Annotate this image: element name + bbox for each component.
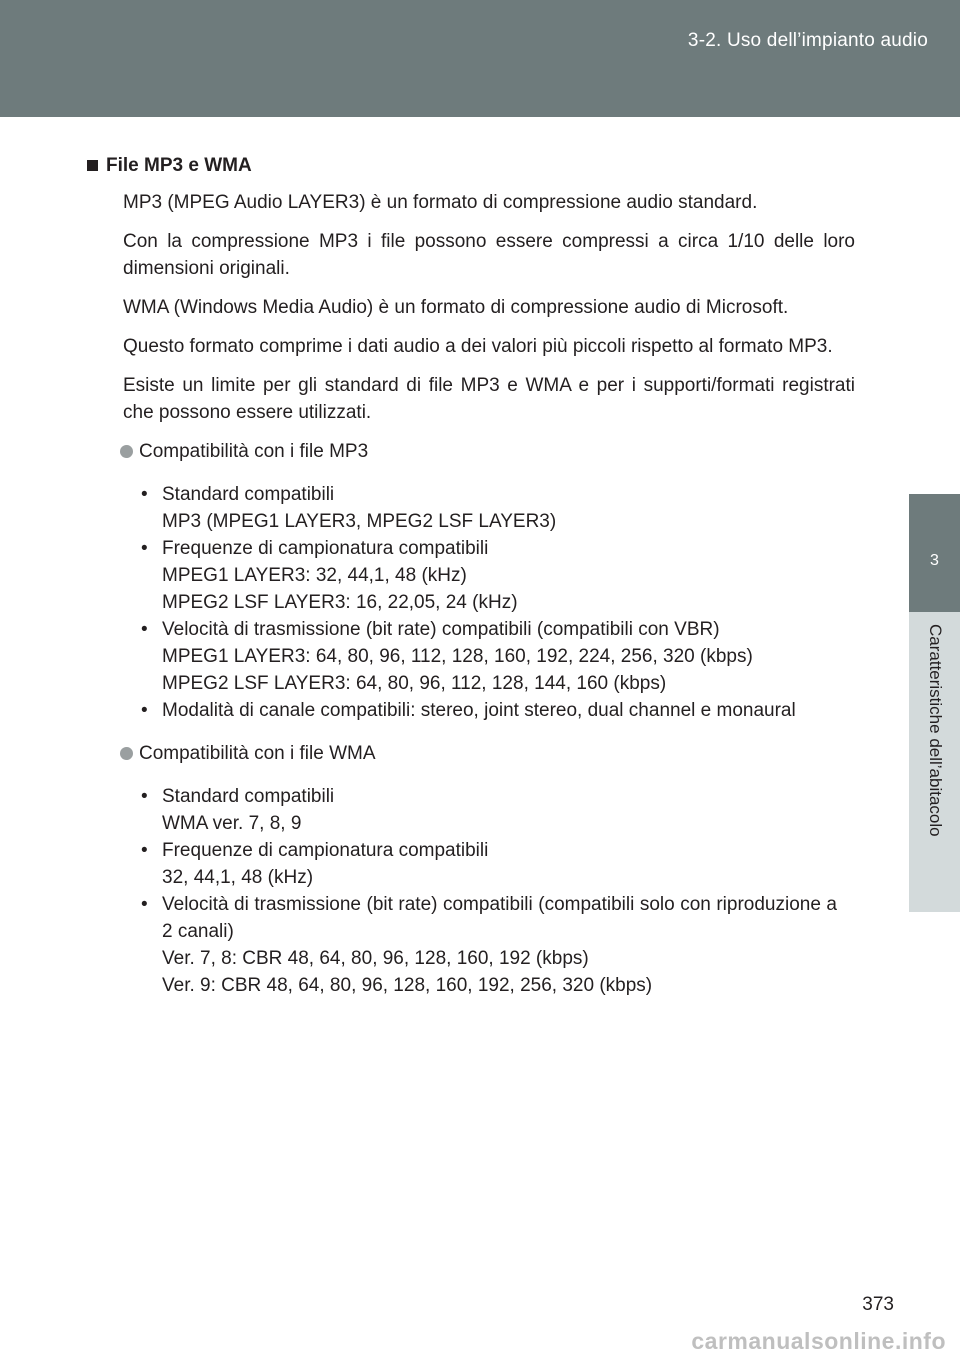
- square-bullet-icon: [87, 160, 98, 171]
- spec-value: Ver. 7, 8: CBR 48, 64, 80, 96, 128, 160, 192 (kbps): [162, 948, 589, 969]
- spec-value: MPEG2 LSF LAYER3: 64, 80, 96, 112, 128, 144, 160 (kbps): [162, 673, 667, 694]
- list-item: [141, 783, 837, 837]
- section-heading: [87, 152, 855, 179]
- spec-title: • Frequenze di campionatura compatibili: [162, 538, 489, 559]
- spec-value: MPEG1 LAYER3: 64, 80, 96, 112, 128, 160, 192, 224, 256, 320 (kbps): [162, 646, 753, 667]
- spec-title: • Velocità di trasmissione (bit rate) compatibili (compatibili solo con riproduzione a 2 canali): [162, 894, 837, 942]
- round-bullet-icon: [120, 445, 133, 458]
- mp3-subheading-text: Compatibilità con i file MP3: [139, 441, 369, 462]
- wma-subheading: [123, 740, 855, 767]
- list-item: [141, 481, 837, 535]
- list-item: [141, 891, 837, 999]
- round-bullet-icon: [120, 747, 133, 760]
- chapter-tab: [909, 494, 960, 612]
- spec-title: • Modalità di canale compatibili: stereo, joint stereo, dual channel e monaural: [162, 700, 796, 721]
- chapter-number: 3: [930, 552, 939, 569]
- list-item: [141, 535, 837, 616]
- paragraph: Esiste un limite per gli standard di file MP3 e WMA e per i supporti/formati registrati che possono essere utilizzati.: [123, 375, 855, 423]
- paragraph: Questo formato comprime i dati audio a dei valori più piccoli rispetto al formato MP3.: [123, 336, 833, 357]
- spec-value: WMA ver. 7, 8, 9: [162, 813, 302, 834]
- spec-value: MPEG1 LAYER3: 32, 44,1, 48 (kHz): [162, 565, 467, 586]
- section-heading-text: File MP3 e WMA: [106, 155, 252, 176]
- wma-spec-list: [141, 783, 837, 999]
- spec-title: • Velocità di trasmissione (bit rate) compatibili (compatibili con VBR): [162, 619, 720, 640]
- chapter-tab-label-area: [909, 612, 960, 912]
- spec-value: Ver. 9: CBR 48, 64, 80, 96, 128, 160, 192, 256, 320 (kbps): [162, 975, 653, 996]
- list-item: [141, 616, 837, 697]
- watermark: carmanualsonline.info: [691, 1328, 946, 1354]
- mp3-subheading: [123, 438, 855, 465]
- spec-title: • Standard compatibili: [162, 484, 335, 505]
- page-content: [103, 152, 855, 1015]
- page-number: 373: [862, 1294, 894, 1315]
- list-item: [141, 697, 837, 724]
- list-item: [141, 837, 837, 891]
- spec-value: MP3 (MPEG1 LAYER3, MPEG2 LSF LAYER3): [162, 511, 557, 532]
- section-header-title: 3-2. Uso dell’impianto audio: [687, 30, 928, 51]
- spec-value: 32, 44,1, 48 (kHz): [162, 867, 314, 888]
- paragraph: MP3 (MPEG Audio LAYER3) è un formato di compressione audio standard.: [123, 192, 758, 213]
- wma-subheading-text: Compatibilità con i file WMA: [139, 743, 376, 764]
- paragraph: Con la compressione MP3 i file possono essere compressi a circa 1/10 delle loro dimensioni originali.: [123, 231, 855, 279]
- chapter-label: Caratteristiche dell’abitacolo: [925, 624, 945, 837]
- paragraph: WMA (Windows Media Audio) è un formato di compressione audio di Microsoft.: [123, 297, 789, 318]
- spec-title: • Standard compatibili: [162, 786, 335, 807]
- header-band: [0, 0, 960, 117]
- spec-value: MPEG2 LSF LAYER3: 16, 22,05, 24 (kHz): [162, 592, 518, 613]
- mp3-spec-list: [141, 481, 837, 724]
- spec-title: • Frequenze di campionatura compatibili: [162, 840, 489, 861]
